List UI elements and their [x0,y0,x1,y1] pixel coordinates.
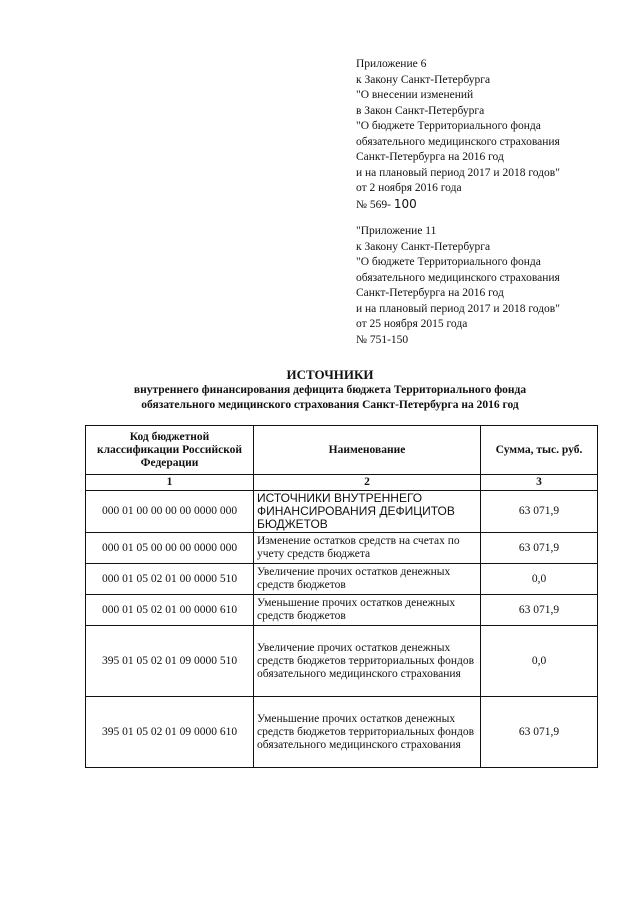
column-number: 3 [481,475,598,491]
appendix-line: "Приложение 11 [356,225,437,237]
row-name: Уменьшение прочих остатков денежных средств бюджетов территориальных фондов обязательного медицинского страхования [254,697,481,768]
appendix-line: "О внесении изменений [356,89,474,101]
appendix-line: № 751-150 [356,333,409,346]
appendix-11-header [356,224,560,348]
row-name: Увеличение прочих остатков денежных средств бюджетов [254,564,481,595]
header-sum: Сумма, тыс. руб. [481,426,598,475]
row-sum: 0,0 [481,626,598,697]
column-number: 1 [86,475,254,491]
sources-table [85,425,598,768]
header-name: Наименование [254,426,481,475]
table-row [86,697,598,768]
row-code: 000 01 00 00 00 00 0000 000 [86,491,254,533]
appendix-line: и на плановый период 2017 и 2018 годов" [356,166,560,179]
row-code: 395 01 05 02 01 09 0000 510 [86,626,254,697]
appendix-6-header [356,57,560,213]
appendix-line: Санкт-Петербурга на 2016 год [356,287,504,299]
appendix-line: "О бюджете Территориального фонда [356,120,541,132]
row-code: 000 01 05 02 01 00 0000 610 [86,595,254,626]
appendix-line: от 25 ноября 2015 года [356,318,468,330]
row-sum: 63 071,9 [481,533,598,564]
appendix-line: обязательного медицинского страхования [356,271,560,284]
appendix-line: "О бюджете Территориального фонда [356,256,541,268]
table-row [86,595,598,626]
table-row [86,533,598,564]
row-name: Уменьшение прочих остатков денежных средств бюджетов [254,595,481,626]
row-sum: 63 071,9 [481,595,598,626]
appendix-number [356,197,560,214]
appendix-line: Санкт-Петербурга на 2016 год [356,151,504,163]
table-row [86,564,598,595]
document-title [40,367,620,413]
row-code: 000 01 05 00 00 00 0000 000 [86,533,254,564]
title-line-2: обязательного медицинского страхования Санкт-Петербурга на 2016 год [141,399,519,411]
title-main: ИСТОЧНИКИ [286,367,374,382]
appendix-line: и на плановый период 2017 и 2018 годов" [356,302,560,315]
appendix-line: к Закону Санкт-Петербурга [356,240,491,253]
handwritten-number: 100 [393,196,417,211]
row-name: Увеличение прочих остатков денежных средств бюджетов территориальных фондов обязательного медицинского страхования [254,626,481,697]
appendix-line: от 2 ноября 2016 года [356,182,462,194]
appendix-line: к Закону Санкт-Петербурга [356,73,491,86]
appendix-line: в Закон Санкт-Петербурга [356,104,485,117]
row-sum: 63 071,9 [481,697,598,768]
row-code: 395 01 05 02 01 09 0000 610 [86,697,254,768]
column-number: 2 [254,475,481,491]
header-code: Код бюджетной классификации Российской Федерации [86,426,254,475]
table-row [86,626,598,697]
title-line-1: внутреннего финансирования дефицита бюджета Территориального фонда [133,384,527,396]
row-sum: 0,0 [481,564,598,595]
row-code: 000 01 05 02 01 00 0000 510 [86,564,254,595]
appendix-line: обязательного медицинского страхования [356,135,560,148]
row-sum: 63 071,9 [481,491,598,533]
row-name: Изменение остатков средств на счетах по учету средств бюджета [254,533,481,564]
row-name: ИСТОЧНИКИ ВНУТРЕННЕГО ФИНАНСИРОВАНИЯ ДЕФИЦИТОВ БЮДЖЕТОВ [254,491,481,533]
table-row [86,491,598,533]
appendix-line: Приложение 6 [356,58,427,70]
appendix-number-prefix: № 569- [356,198,391,211]
